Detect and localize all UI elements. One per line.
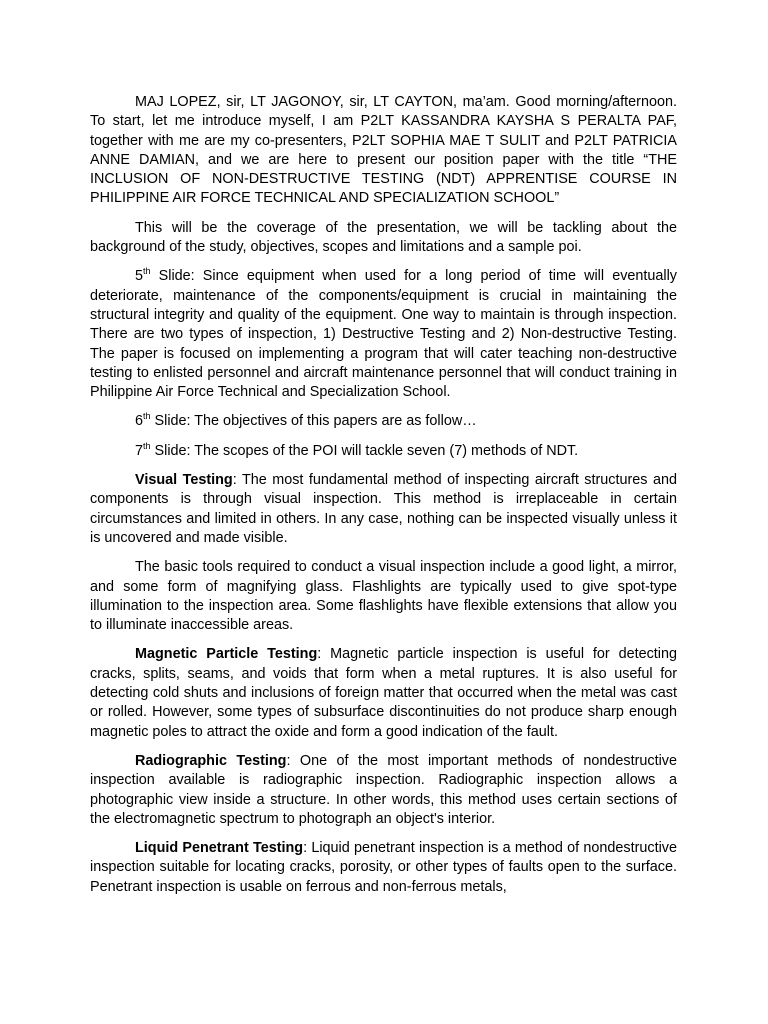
slide-5-paragraph xyxy=(90,267,677,402)
magnetic-particle-paragraph xyxy=(90,645,677,741)
coverage-paragraph xyxy=(90,219,677,258)
visual-testing-paragraph xyxy=(90,471,677,548)
paragraph-text: This will be the coverage of the presentation, we will be tackling about the background of the study, objectives, scopes and limitations and a sample poi. xyxy=(90,219,677,256)
ordinal-suffix: th xyxy=(143,266,151,277)
slide-number: 7 xyxy=(135,442,144,459)
document-page xyxy=(90,93,677,907)
paragraph-text: Slide: Since equipment when used for a long period of time will eventually deteriorate, maintenance of the components/equipment is crucial in maintaining the structural integrity and quality of the equipment. One way to maintain is through inspection. There are two types of inspection, 1) Destructive Testing and 2) Non-destructive Testing. The paper is focused on implementing a program that will cater teaching non-destructive testing to enlisted personnel and aircraft maintenance personnel that will conduct training in Philippine Air Force Technical and Specialization School. xyxy=(90,268,677,401)
visual-tools-paragraph xyxy=(90,558,677,635)
section-term: Visual Testing xyxy=(135,472,233,489)
ordinal-suffix: th xyxy=(143,411,151,422)
paragraph-text: : The most fundamental method of inspecting aircraft structures and components is through visual inspection. This method is irreplaceable in certain circumstances and limited in others. In any case, nothing can be inspected visually unless it is uncovered and made visible. xyxy=(90,472,677,546)
ordinal-suffix: th xyxy=(143,440,151,451)
paragraph-text: The basic tools required to conduct a visual inspection include a good light, a mirror, and some form of magnifying glass. Flashlights are typically used to give spot-type illumination to the inspection area. Some flashlights have flexible extensions that allow you to illuminate inaccessible areas. xyxy=(90,559,677,634)
liquid-penetrant-paragraph xyxy=(90,839,677,897)
paragraph-text: : Liquid penetrant inspection is a method of nondestructive inspection suitable for locating cracks, porosity, or other types of faults open to the surface. Penetrant inspection is usable on ferrous and non-ferrous metals, xyxy=(90,840,677,895)
paragraph-text: MAJ LOPEZ, sir, LT JAGONOY, sir, LT CAYTON, ma’am. Good morning/afternoon. To start, let me introduce myself, I am P2LT KASSANDRA KAYSHA S PERALTA PAF, together with me are my co-presenters, P2LT SOPHIA MAE T SULIT and P2LT PATRICIA ANNE DAMIAN, and we are here to present our position paper with the title “THE INCLUSION OF NON-DESTRUCTIVE TESTING (NDT) APPRENTISE COURSE IN PHILIPPINE AIR FORCE TECHNICAL AND SPECIALIZATION SCHOOL” xyxy=(90,94,677,207)
slide-6-paragraph xyxy=(90,412,677,431)
slide-7-paragraph xyxy=(90,442,677,461)
section-term: Liquid Penetrant Testing xyxy=(135,840,304,857)
intro-paragraph xyxy=(90,93,677,209)
radiographic-paragraph xyxy=(90,752,677,829)
slide-number: 6 xyxy=(135,413,144,430)
paragraph-text: : Magnetic particle inspection is useful for detecting cracks, splits, seams, and voids that form when a metal ruptures. It is also useful for detecting cold shuts and inclusions of foreign matter that occurred when the metal was cast or rolled. However, some types of subsurface discontinuities do not produce sharp enough magnetic poles to attract the oxide and form a good indication of the fault. xyxy=(90,646,677,740)
section-term: Magnetic Particle Testing xyxy=(135,646,318,663)
paragraph-text: Slide: The objectives of this papers are as follow… xyxy=(150,413,477,430)
section-term: Radiographic Testing xyxy=(135,752,287,769)
slide-number: 5 xyxy=(135,268,144,285)
paragraph-text: : One of the most important methods of nondestructive inspection available is radiographic inspection. Radiographic inspection allows a photographic view inside a structure. In other words, this method uses certain sections of the electromagnetic spectrum to photograph an object's interior. xyxy=(90,752,677,827)
paragraph-text: Slide: The scopes of the POI will tackle seven (7) methods of NDT. xyxy=(150,442,579,459)
